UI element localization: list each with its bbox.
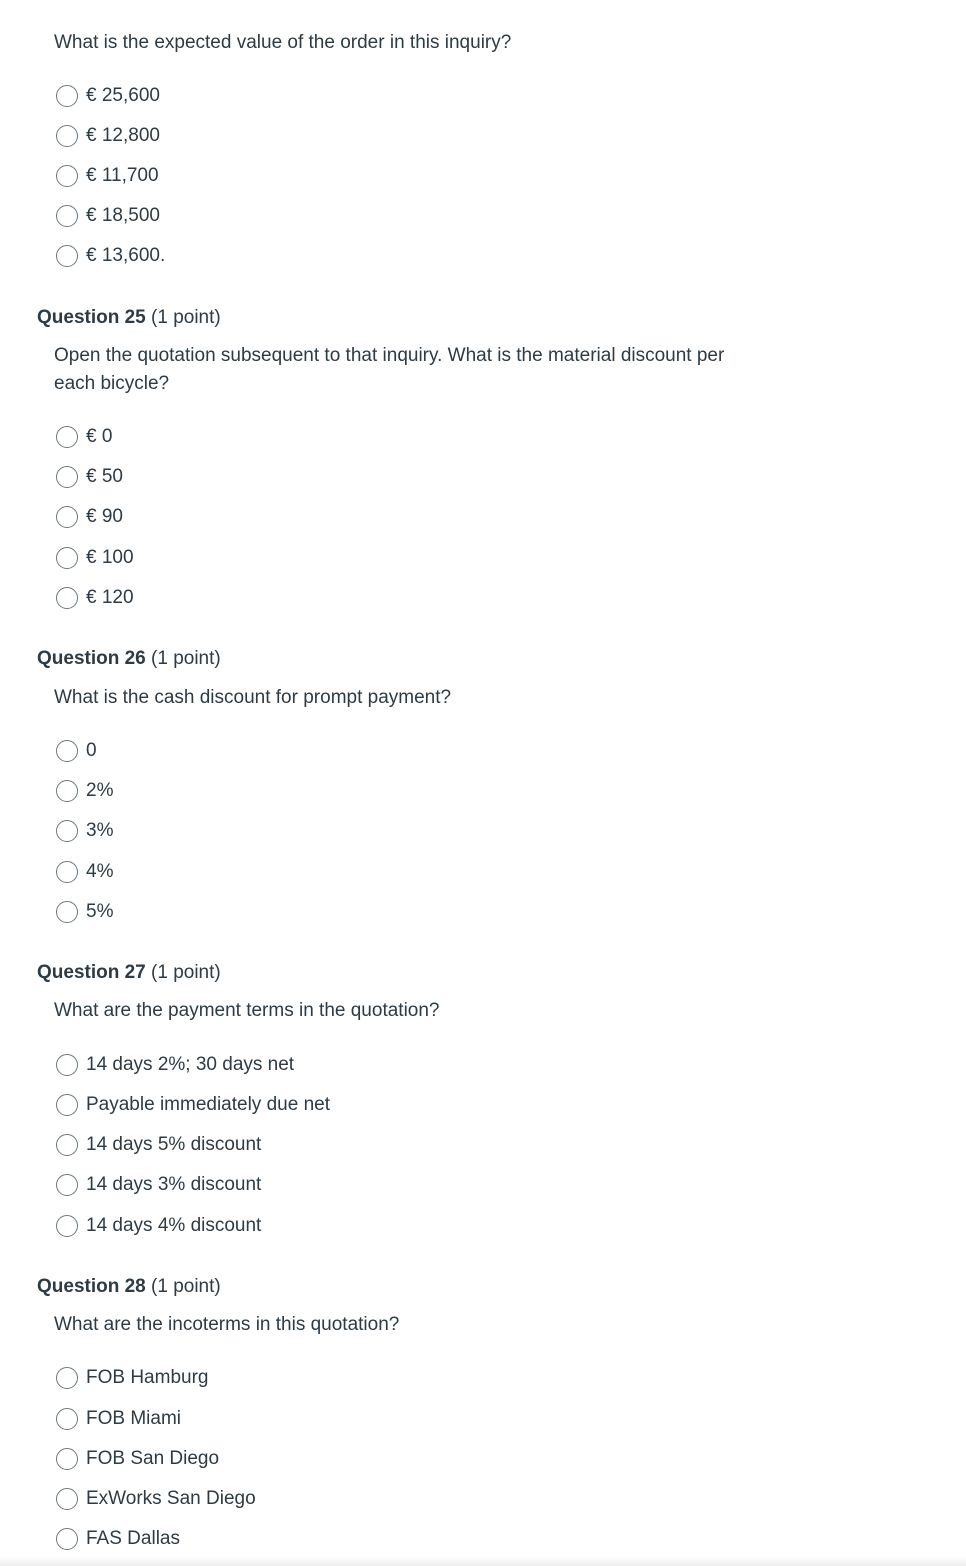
question-points: (1 point) — [151, 307, 221, 328]
question-number: Question 28 — [37, 1276, 146, 1297]
question-points: (1 point) — [151, 962, 221, 983]
question-title — [37, 961, 221, 985]
option-label: 14 days 4% discount — [86, 1215, 262, 1236]
answer-option[interactable] — [56, 121, 160, 151]
option-label: 14 days 3% discount — [86, 1174, 262, 1195]
option-label: 4% — [86, 861, 114, 882]
question-text: What are the incoterms in this quotation? — [54, 1314, 400, 1335]
radio-button[interactable] — [56, 1408, 78, 1430]
answer-option[interactable] — [56, 1090, 330, 1120]
option-label: FAS Dallas — [86, 1528, 180, 1549]
answer-option[interactable] — [56, 1130, 261, 1160]
radio-button[interactable] — [56, 1054, 78, 1076]
question-points: (1 point) — [151, 1276, 221, 1297]
option-label: 14 days 2%; 30 days net — [86, 1054, 295, 1075]
answer-option[interactable] — [56, 1211, 261, 1241]
radio-button[interactable] — [56, 1094, 78, 1116]
option-label: FOB San Diego — [86, 1448, 220, 1469]
radio-button[interactable] — [56, 426, 78, 448]
option-label: € 18,500 — [86, 205, 160, 226]
answer-option[interactable] — [56, 583, 134, 613]
option-label: € 25,600 — [86, 85, 160, 106]
option-label: € 90 — [86, 506, 123, 527]
answer-option[interactable] — [56, 161, 159, 191]
radio-button[interactable] — [56, 780, 78, 802]
answer-option[interactable] — [56, 1050, 294, 1080]
option-label: € 11,700 — [86, 165, 159, 186]
answer-option[interactable] — [56, 1404, 181, 1434]
answer-option[interactable] — [56, 201, 160, 231]
radio-button[interactable] — [56, 901, 78, 923]
radio-button[interactable] — [56, 205, 78, 227]
radio-button[interactable] — [56, 506, 78, 528]
answer-option[interactable] — [56, 462, 123, 492]
radio-button[interactable] — [56, 165, 78, 187]
answer-option[interactable] — [56, 816, 113, 846]
answer-option[interactable] — [56, 502, 123, 532]
option-label: € 120 — [86, 587, 134, 608]
answer-option[interactable] — [56, 776, 113, 806]
answer-option[interactable] — [56, 422, 112, 452]
radio-button[interactable] — [56, 820, 78, 842]
answer-option[interactable] — [56, 1484, 256, 1514]
question-number: Question 26 — [37, 648, 146, 669]
radio-button[interactable] — [56, 1528, 78, 1550]
question-text: What is the cash discount for prompt payment? — [54, 687, 452, 708]
question-number: Question 27 — [37, 962, 146, 983]
question-text: What are the payment terms in the quotation? — [54, 1000, 440, 1021]
radio-button[interactable] — [56, 1367, 78, 1389]
question-title — [37, 306, 221, 330]
answer-option[interactable] — [56, 1363, 208, 1393]
option-label: € 50 — [86, 466, 123, 487]
option-label: 3% — [86, 820, 114, 841]
option-label: FOB Miami — [86, 1408, 181, 1429]
question-text: What is the expected value of the order in this inquiry? — [54, 32, 512, 53]
radio-button[interactable] — [56, 1174, 78, 1196]
option-label: 2% — [86, 780, 114, 801]
radio-button[interactable] — [56, 547, 78, 569]
question-title — [37, 1275, 221, 1299]
option-label: € 100 — [86, 547, 134, 568]
option-label: 0 — [86, 740, 97, 761]
radio-button[interactable] — [56, 466, 78, 488]
answer-option[interactable] — [56, 1524, 180, 1554]
answer-option[interactable] — [56, 736, 97, 766]
option-label: € 13,600. — [86, 245, 166, 266]
radio-button[interactable] — [56, 587, 78, 609]
answer-option[interactable] — [56, 543, 134, 573]
answer-option[interactable] — [56, 241, 165, 271]
radio-button[interactable] — [56, 85, 78, 107]
answer-option[interactable] — [56, 1444, 219, 1474]
option-label: € 0 — [86, 426, 113, 447]
radio-button[interactable] — [56, 1488, 78, 1510]
question-points: (1 point) — [151, 648, 221, 669]
question-number: Question 25 — [37, 307, 146, 328]
answer-option[interactable] — [56, 1170, 261, 1200]
option-label: 5% — [86, 901, 114, 922]
option-label: € 12,800 — [86, 125, 160, 146]
option-label: ExWorks San Diego — [86, 1488, 256, 1509]
radio-button[interactable] — [56, 1215, 78, 1237]
radio-button[interactable] — [56, 861, 78, 883]
answer-option[interactable] — [56, 857, 113, 887]
radio-button[interactable] — [56, 1134, 78, 1156]
option-label: 14 days 5% discount — [86, 1134, 262, 1155]
question-title — [37, 647, 221, 671]
radio-button[interactable] — [56, 245, 78, 267]
radio-button[interactable] — [56, 125, 78, 147]
option-label: FOB Hamburg — [86, 1367, 209, 1388]
option-label: Payable immediately due net — [86, 1094, 330, 1115]
radio-button[interactable] — [56, 740, 78, 762]
answer-option[interactable] — [56, 897, 113, 927]
answer-option[interactable] — [56, 81, 160, 111]
radio-button[interactable] — [56, 1448, 78, 1470]
bottom-edge-shadow — [0, 1556, 966, 1566]
question-text: Open the quotation subsequent to that inquiry. What is the material discount per each bicycle? — [54, 345, 725, 394]
